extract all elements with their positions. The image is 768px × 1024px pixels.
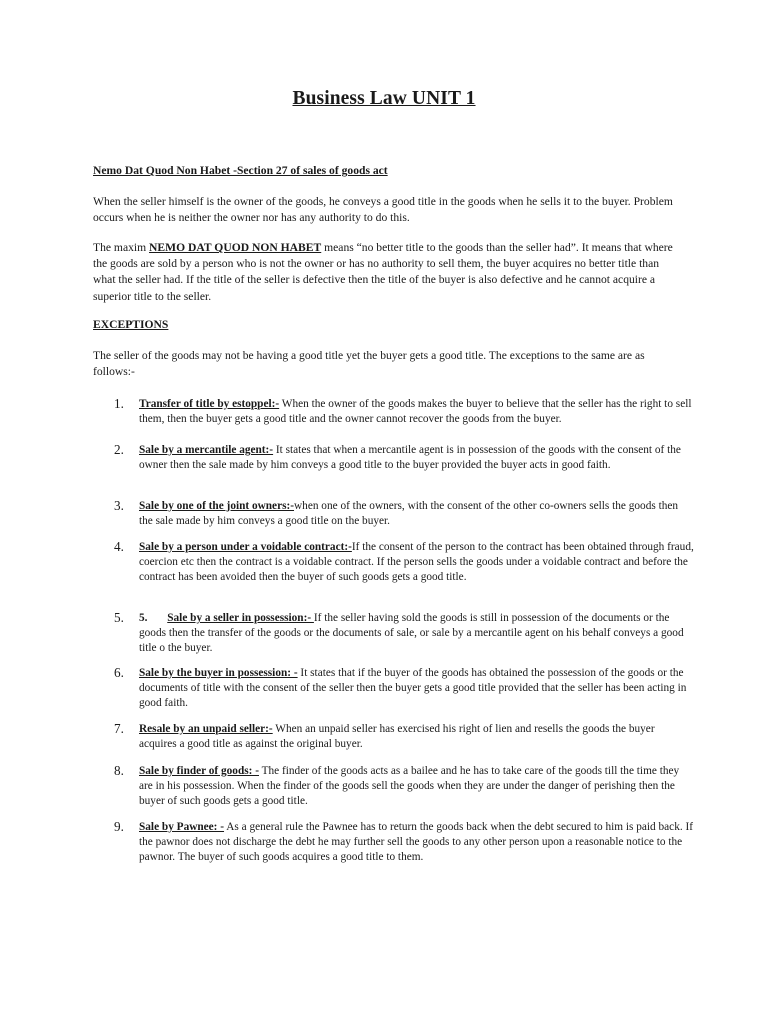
item-number: 3. [114,498,124,513]
item-prefix: 5. [139,612,168,624]
item-number: 6. [114,665,124,680]
item-number: 7. [114,721,124,736]
item-text: When an unpaid seller has exercised his right of lien and resells the goods the buyer acquires a good title as against the original buyer. [139,723,655,750]
list-item [114,443,694,473]
section-heading: Nemo Dat Quod Non Habet -Section 27 of sales of goods act [93,164,388,177]
item-body [139,764,694,808]
list-item [114,764,694,808]
item-body [139,611,694,655]
item-number: 8. [114,763,124,778]
list-item [114,722,694,752]
item-label: Sale by a person under a voidable contract:- [139,541,352,553]
item-label: Sale by a seller in possession:- [167,612,314,624]
item-text: When the owner of the goods makes the buyer to believe that the seller has the right to sell them, then the buyer gets a good title and the owner cannot recover the goods from the buyer. [139,398,692,425]
item-text: As a general rule the Pawnee has to return the goods back when the debt secured to him is paid back. If the pawnor does not discharge the debt he may further sell the goods to any other person upon a reasonable notice to the pawnor. The buyer of such goods acquires a good title to them. [139,821,694,863]
item-body [139,499,694,529]
item-label: Sale by the buyer in possession: - [139,667,298,679]
exceptions-intro [93,348,683,380]
item-text: If the consent of the person to the contract has been obtained through fraud, coercion etc then the contract is a voidable contract. If the person sells the goods under a voidable contract and before the contract has been avoided then the buyer of such goods gets a good title. [139,541,694,583]
item-body [139,397,694,427]
item-number: 1. [114,396,124,411]
item-body [139,722,694,752]
maxim-prefix: The maxim [93,241,150,254]
list-item [114,540,694,584]
item-label: Sale by one of the joint owners:- [139,500,295,512]
item-text: It states that if the buyer of the goods has obtained the possession of the goods or the documents of title with the consent of the seller then the buyer gets a good title provided that the seller has been acting in good faith. [139,667,687,709]
list-item [114,397,694,427]
item-label: Transfer of title by estoppel:- [139,398,280,410]
item-body [139,666,694,710]
maxim-term: NEMO DAT QUOD NON HABET [149,241,322,254]
item-body [139,820,694,864]
item-label: Sale by a mercantile agent:- [139,444,274,456]
item-body [139,443,694,473]
maxim-body: means “no better title to the goods than the seller had”. It means that where the goods are sold by a person who is not the owner or has no authority to sell them, the buyer acquires no better title than what the seller had. If the title of the seller is defective then the title of the buyer is also defective and he cannot acquire a superior title to the seller. [93,241,673,303]
item-body [139,540,694,584]
item-text: The finder of the goods acts as a bailee and he has to take care of the goods till the time they are in his possession. When the finder of the goods sell the goods when they are under the danger of perishing then the buyer of such goods gets a good title. [139,765,680,807]
exceptions-heading: EXCEPTIONS [93,318,169,331]
item-number: 4. [114,539,124,554]
item-number: 2. [114,442,124,457]
item-label: Resale by an unpaid seller:- [139,723,273,735]
item-text: when one of the owners, with the consent of the other co-owners sells the goods then the sale made by him conveys a good title on the buyer. [139,500,679,527]
list-item [114,611,694,655]
page-title: Business Law UNIT 1 [292,88,476,109]
item-label: Sale by Pawnee: - [139,821,225,833]
list-item [114,666,694,710]
item-text: If the seller having sold the goods is still in possession of the documents or the goods then the transfer of the goods or the documents of sale, or sale by a mercantile agent on his behalf conveys a good title o the buyer. [139,612,684,654]
maxim-paragraph [93,240,683,305]
exceptions-intro-text: The seller of the goods may not be having a good title yet the buyer gets a good title. The exceptions to the same are as follows:- [93,349,645,379]
item-number: 9. [114,819,124,834]
item-label: Sale by finder of goods: - [139,765,259,777]
intro-text: When the seller himself is the owner of the goods, he conveys a good title in the goods when he sells it to the buyer. Problem occurs when he is neither the owner nor has any authority to do this. [93,195,673,225]
maxim-text [93,240,683,305]
list-item [114,820,694,864]
item-number: 5. [114,610,124,625]
intro-paragraph [93,194,683,226]
item-text: It states that when a mercantile agent is in possession of the goods with the consent of the owner then the sale made by him conveys a good title to the buyer provided the buyer acts in good faith. [139,444,681,471]
list-item [114,499,694,529]
